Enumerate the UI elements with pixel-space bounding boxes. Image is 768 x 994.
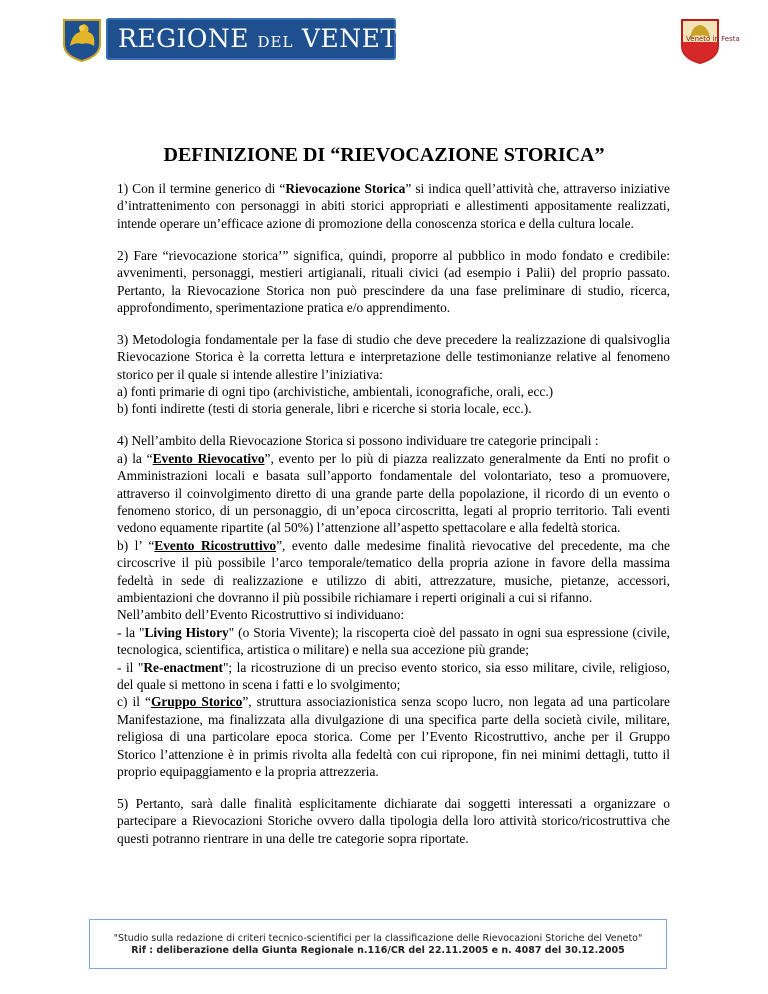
paragraph-3-item-a: a) fonti primarie di ogni tipo (archivistiche, ambientali, iconografiche, orali, ecc.) xyxy=(117,384,554,400)
paragraph-1: 1) Con il termine generico di “Rievocazione Storica” si indica quell’attività che, attraverso iniziative d’intrattenimento con personaggi in abiti storici appropriati e allestimenti appositamente realizzati, intende operare un’efficace azione di promozione della conoscenza storica e della cultura locale. xyxy=(117,181,670,231)
paragraph-3-item-b: b) fonti indirette (testi di storia generale, libri e ricerche si storia locale, ecc.). xyxy=(117,401,532,417)
footer-reference: Rif : deliberazione della Giunta Regionale n.116/CR del 22.11.2005 e n. 4087 del 30.12.2005 xyxy=(131,945,625,956)
paragraph-3: 3) Metodologia fondamentale per la fase di studio che deve precedere la realizzazione di qualsivoglia Rievocazione Storica è la corretta lettura e interpretazione delle testimonianze relative al fenomeno storico per il quale si intende allestire l’iniziativa: a) fonti primarie di ogni tipo (archivistiche, ambientali, iconografiche, orali, ecc.) b) fonti indirette (testi di storia generale, libri e ricerche si storia locale, ecc.). xyxy=(117,331,670,417)
ricostruttivo-intro: Nell’ambito dell’Evento Ricostruttivo si individuano: xyxy=(117,607,405,623)
paragraph-5: 5) Pertanto, sarà dalle finalità esplicitamente dichiarate dai soggetti interessati a organizzare o partecipare a Rievocazioni Storiche ovvero dalla tipologia della loro attività storico/ricostruttiva che questi potranno rientrare in una delle tre categorie sopra riportate. xyxy=(117,796,670,846)
paragraph-4 xyxy=(117,432,670,780)
re-enactment-item: - il "Re-enactment"; la ricostruzione di un preciso evento storico, sia esso militare, civile, religioso, del quale si mettono in scena i fatti e lo svolgimento; xyxy=(117,659,670,693)
page-header xyxy=(62,16,740,64)
paragraph-4-intro: 4) Nell’ambito della Rievocazione Storica si possono individuare tre categorie principali : xyxy=(117,433,599,449)
category-c: c) il “Gruppo Storico”, struttura associazionistica senza scopo lucro, non legata ad una particolare Manifestazione, ma finalizzata alla divulgazione di una specifica parte della società civile, militare, religiosa di una particolare epoca storica. Come per l’Evento Ricostruttivo, anche per il Gruppo Storico l’attenzione è in primis rivolta alla fedeltà con cui ripropone, fin nei minimi dettagli, tutto il proprio equipaggiamento e la propria attrezzeria. xyxy=(117,694,671,780)
page-title: DEFINIZIONE DI “RIEVOCAZIONE STORICA” xyxy=(163,144,605,166)
regione-veneto-banner xyxy=(106,18,419,60)
regione-veneto-lion-logo-icon xyxy=(62,16,102,62)
footer-study-title: "Studio sulla redazione di criteri tecnico-scientifici per la classificazione delle Rievocazioni Storiche del Veneto" xyxy=(113,933,643,944)
category-a: a) la “Evento Rievocativo”, evento per lo più di piazza realizzato generalmente da Enti no profit o Amministrazioni locali e basata sull’apporto fondamentale del volontariato, teso a promuovere, attraverso il coinvolgimento diretto di una grande parte della popolazione, il ricordo di un evento o fenomeno storico, di un personaggio, di un’epoca circoscritta, legati al proprio territorio. Tali eventi vedono equamente ripartite (al 50%) l’attenzione all’aspetto spettacolare e alla fedeltà storica. xyxy=(117,450,670,536)
veneto-in-festa-logo-icon xyxy=(678,16,740,64)
page-footer xyxy=(89,919,667,969)
paragraph-2: 2) Fare “rievocazione storica’” significa, quindi, proporre al pubblico in modo fondato e credibile: avvenimenti, personaggi, mestieri artigianali, rituali civici (ad esempio i Palii) del proprio passato. Pertanto, la Rievocazione Storica non può prescindere da una fase preliminare di studio, ricerca, approfondimento, sperimentazione pratica e/o apprendimento. xyxy=(117,247,670,315)
brand-wordmark: REGIONE DEL VENETO xyxy=(118,24,419,53)
document-body xyxy=(117,180,670,862)
living-history-item: - la "Living History" (o Storia Vivente); la riscoperta cioè del passato in ogni sua espressione (civile, tecnologica, scientifica, artistica o militare) e nella sua accezione più grande; xyxy=(117,624,670,658)
logo-right-text: Veneto in Festa xyxy=(686,35,740,43)
category-b: b) l’ “Evento Ricostruttivo”, evento dalle medesime finalità rievocative del precedente, ma che circoscrive il più possibile l’arco temporale/tematico della propria azione in favore della massima fedeltà in sede di realizzazione e utilizzo di abiti, attrezzature, musiche, pietanze, accessori, ambientazioni che dovranno il più possibile richiamare i reperti originali a cui si rifanno. xyxy=(117,537,670,606)
